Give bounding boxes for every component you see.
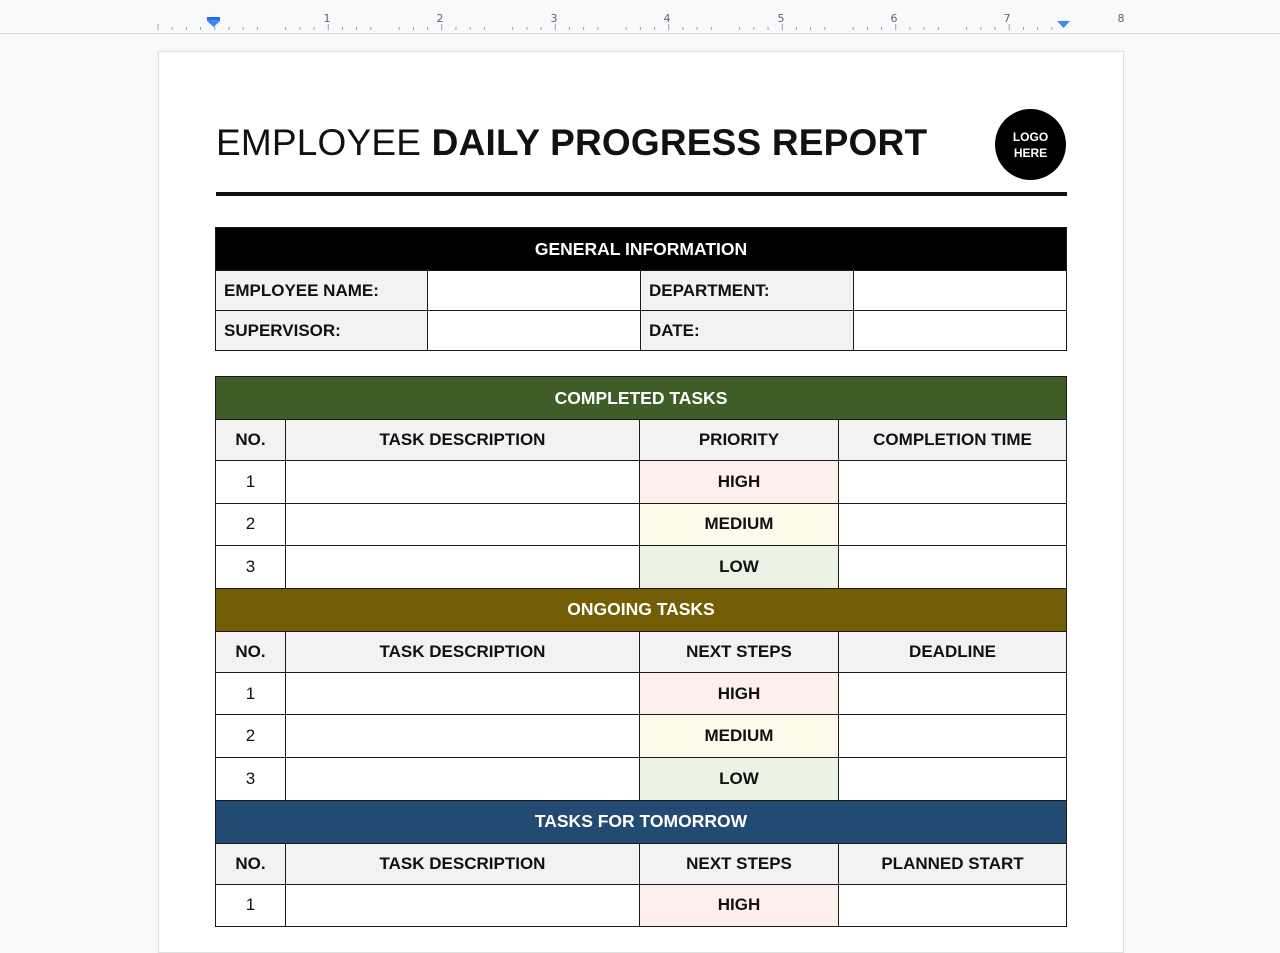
column-header-next-steps: NEXT STEPS (640, 631, 839, 672)
column-header-task-description: TASK DESCRIPTION (286, 631, 640, 672)
title-bold: DAILY PROGRESS REPORT (431, 122, 928, 163)
horizontal-ruler[interactable] (0, 0, 1280, 34)
table-row (216, 715, 1067, 758)
column-header-no: NO. (216, 420, 286, 461)
table-row (216, 884, 1067, 927)
planned-start-cell[interactable] (839, 884, 1067, 927)
ruler-number: 2 (436, 12, 444, 25)
table-row (216, 672, 1067, 715)
column-header-task-description: TASK DESCRIPTION (286, 843, 640, 884)
ruler-number: 4 (663, 12, 671, 25)
tasks-table (215, 376, 1067, 927)
row-number: 2 (216, 715, 286, 758)
deadline-cell[interactable] (839, 715, 1067, 758)
ongoing-tasks-heading: ONGOING TASKS (216, 588, 1067, 631)
row-number: 1 (216, 884, 286, 927)
ruler-number: 8 (1117, 12, 1125, 25)
logo-text-line2: HERE (1013, 145, 1048, 160)
logo-placeholder (995, 109, 1066, 180)
general-information-table (215, 227, 1067, 351)
completed-tasks-heading: COMPLETED TASKS (216, 377, 1067, 420)
page-title (216, 122, 927, 164)
next-steps-cell[interactable]: MEDIUM (640, 715, 839, 758)
right-indent-marker-icon[interactable] (1057, 21, 1070, 28)
task-description-cell[interactable] (286, 757, 640, 800)
priority-cell[interactable]: MEDIUM (640, 503, 839, 546)
general-information-heading: GENERAL INFORMATION (216, 228, 1067, 271)
ruler-ticks (0, 0, 1280, 33)
next-steps-cell[interactable]: HIGH (640, 884, 839, 927)
deadline-cell[interactable] (839, 672, 1067, 715)
priority-cell[interactable]: LOW (640, 546, 839, 589)
column-header-completion-time: COMPLETION TIME (839, 420, 1067, 461)
tasks-for-tomorrow-heading: TASKS FOR TOMORROW (216, 800, 1067, 843)
employee-name-label: EMPLOYEE NAME: (216, 271, 428, 311)
ruler-number: 7 (1003, 12, 1011, 25)
title-light: EMPLOYEE (216, 122, 422, 163)
date-label: DATE: (641, 311, 854, 351)
column-header-priority: PRIORITY (640, 420, 839, 461)
date-field[interactable] (854, 311, 1067, 351)
supervisor-label: SUPERVISOR: (216, 311, 428, 351)
table-row (216, 546, 1067, 589)
task-description-cell[interactable] (286, 884, 640, 927)
department-field[interactable] (854, 271, 1067, 311)
ruler-number: 3 (550, 12, 558, 25)
row-number: 1 (216, 461, 286, 504)
next-steps-cell[interactable]: HIGH (640, 672, 839, 715)
logo-text-line1: LOGO (1012, 129, 1049, 144)
column-header-next-steps: NEXT STEPS (640, 843, 839, 884)
ruler-number: 1 (323, 12, 331, 25)
column-header-no: NO. (216, 631, 286, 672)
table-row (216, 503, 1067, 546)
title-underline (216, 192, 1067, 196)
priority-cell[interactable]: HIGH (640, 461, 839, 504)
row-number: 3 (216, 757, 286, 800)
table-row (216, 757, 1067, 800)
task-description-cell[interactable] (286, 715, 640, 758)
row-number: 3 (216, 546, 286, 589)
column-header-task-description: TASK DESCRIPTION (286, 420, 640, 461)
completion-time-cell[interactable] (839, 503, 1067, 546)
department-label: DEPARTMENT: (641, 271, 854, 311)
table-row (216, 461, 1067, 504)
task-description-cell[interactable] (286, 546, 640, 589)
row-number: 2 (216, 503, 286, 546)
left-indent-handle-icon[interactable] (207, 17, 220, 20)
document-page[interactable] (158, 51, 1124, 953)
row-number: 1 (216, 672, 286, 715)
supervisor-field[interactable] (428, 311, 641, 351)
task-description-cell[interactable] (286, 503, 640, 546)
ruler-number: 5 (777, 12, 785, 25)
column-header-no: NO. (216, 843, 286, 884)
column-header-planned-start: PLANNED START (839, 843, 1067, 884)
employee-name-field[interactable] (428, 271, 641, 311)
task-description-cell[interactable] (286, 672, 640, 715)
deadline-cell[interactable] (839, 757, 1067, 800)
completion-time-cell[interactable] (839, 461, 1067, 504)
column-header-deadline: DEADLINE (839, 631, 1067, 672)
completion-time-cell[interactable] (839, 546, 1067, 589)
task-description-cell[interactable] (286, 461, 640, 504)
ruler-number: 6 (890, 12, 898, 25)
next-steps-cell[interactable]: LOW (640, 757, 839, 800)
